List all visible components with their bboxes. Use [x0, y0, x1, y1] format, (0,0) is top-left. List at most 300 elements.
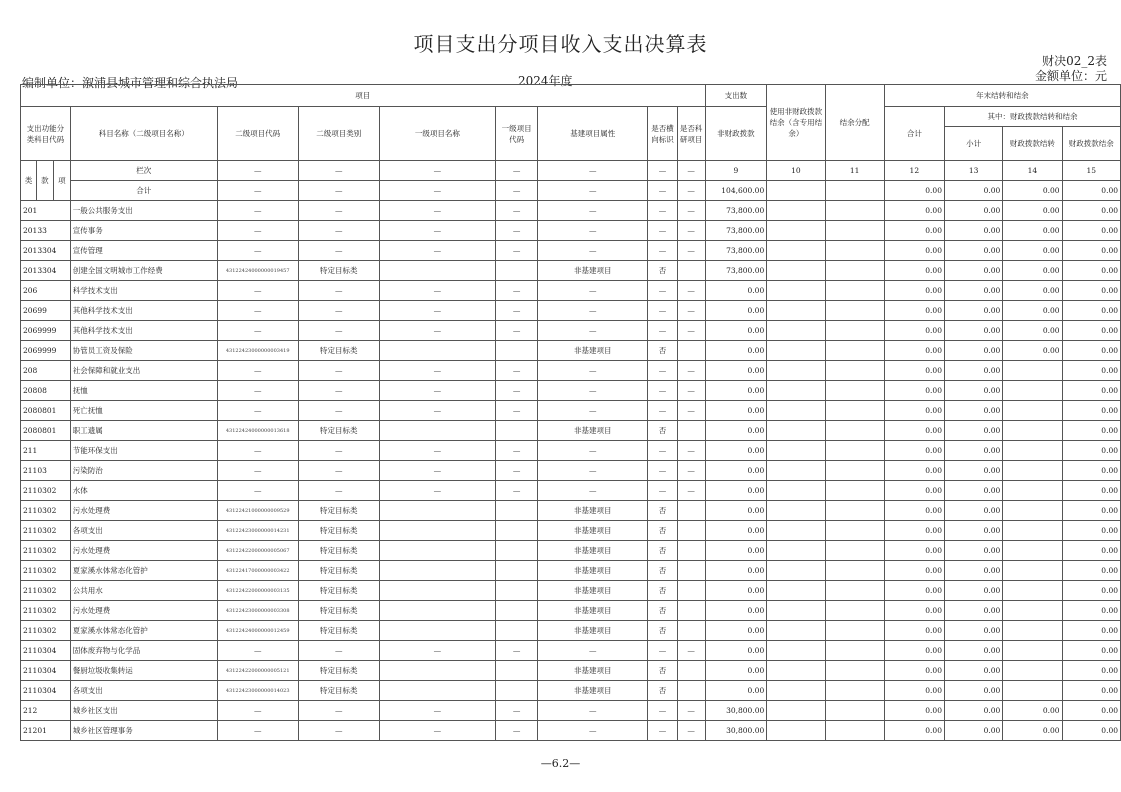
- table-row: [21, 441, 1121, 461]
- row-col15: 0.00: [1062, 381, 1120, 401]
- row-l1-name: [379, 541, 495, 561]
- row-col14: 0.00: [1003, 241, 1062, 261]
- row-infra: 非基建项目: [538, 421, 648, 441]
- dash: —: [677, 641, 705, 661]
- row-code: 20133: [21, 221, 71, 241]
- row-nonfiscal: 0.00: [705, 321, 767, 341]
- header-function-code: 支出功能分类科目代码: [21, 107, 71, 161]
- row-col13: 0.00: [944, 341, 1002, 361]
- table-row: [21, 241, 1121, 261]
- colnum-13: 13: [944, 161, 1002, 181]
- row-col14: [1003, 581, 1062, 601]
- row-horizontal: 否: [648, 561, 678, 581]
- dash: —: [538, 301, 648, 321]
- row-col12: 0.00: [884, 241, 944, 261]
- row-horizontal: 否: [648, 341, 678, 361]
- dash: —: [677, 161, 705, 181]
- dash: —: [379, 161, 495, 181]
- row-col12: 0.00: [884, 261, 944, 281]
- row-col13: 0.00: [944, 421, 1002, 441]
- dash: —: [379, 321, 495, 341]
- row-infra: 非基建项目: [538, 681, 648, 701]
- row-nonfiscal: 0.00: [705, 541, 767, 561]
- dash: —: [677, 201, 705, 221]
- row-col14: [1003, 621, 1062, 641]
- row-code: 2069999: [21, 321, 71, 341]
- row-col14: 0.00: [1003, 221, 1062, 241]
- table-row: [21, 661, 1121, 681]
- row-infra: 非基建项目: [538, 521, 648, 541]
- row-name: 死亡抚恤: [70, 401, 217, 421]
- row-col10: [767, 401, 825, 421]
- row-name: 节能环保支出: [70, 441, 217, 461]
- dash: —: [648, 401, 678, 421]
- row-research: [677, 541, 705, 561]
- row-col13: 0.00: [944, 481, 1002, 501]
- row-infra: 非基建项目: [538, 261, 648, 281]
- dash: —: [298, 481, 379, 501]
- row-col14: 0.00: [1003, 341, 1062, 361]
- row-col11: [825, 621, 884, 641]
- row-col15: 0.00: [1062, 401, 1120, 421]
- row-horizontal: 否: [648, 541, 678, 561]
- row-col12: 0.00: [884, 681, 944, 701]
- row-col11: [825, 721, 884, 741]
- row-nonfiscal: 0.00: [705, 301, 767, 321]
- row-code: 2110302: [21, 601, 71, 621]
- row-name: 抚恤: [70, 381, 217, 401]
- row-code: 2110302: [21, 541, 71, 561]
- row-name: 宣传事务: [70, 221, 217, 241]
- row-col11: [825, 321, 884, 341]
- row-name: 城乡社区管理事务: [70, 721, 217, 741]
- row-name: 科学技术支出: [70, 281, 217, 301]
- row-col13: 0.00: [944, 281, 1002, 301]
- dash: —: [495, 461, 537, 481]
- row-l1-code: [495, 421, 537, 441]
- header-project: 项目: [21, 85, 706, 107]
- dash: —: [217, 321, 298, 341]
- row-col11: [825, 401, 884, 421]
- row-col10: [767, 201, 825, 221]
- row-col14: [1003, 661, 1062, 681]
- row-col15: 0.00: [1062, 261, 1120, 281]
- row-name: 其他科学技术支出: [70, 301, 217, 321]
- dash: —: [648, 441, 678, 461]
- row-name: 其他科学技术支出: [70, 321, 217, 341]
- table-row: [21, 341, 1121, 361]
- dash: —: [298, 381, 379, 401]
- row-project-type: 特定目标类: [298, 421, 379, 441]
- total-nonfiscal: 104,600.00: [705, 181, 767, 201]
- row-col14: [1003, 401, 1062, 421]
- currency-unit: 金额单位：元: [1034, 69, 1107, 83]
- row-l1-name: [379, 621, 495, 641]
- row-project-code: 43122421000000009529: [217, 501, 298, 521]
- row-project-code: 43122423000000003308: [217, 601, 298, 621]
- row-infra: 非基建项目: [538, 621, 648, 641]
- row-project-code: 43122417000000003422: [217, 561, 298, 581]
- row-code: 201: [21, 201, 71, 221]
- row-col11: [825, 381, 884, 401]
- row-nonfiscal: 73,800.00: [705, 261, 767, 281]
- row-col10: [767, 221, 825, 241]
- dash: —: [648, 161, 678, 181]
- dash: —: [677, 321, 705, 341]
- row-code: 208: [21, 361, 71, 381]
- row-nonfiscal: 0.00: [705, 681, 767, 701]
- row-col13: 0.00: [944, 241, 1002, 261]
- dash: —: [298, 241, 379, 261]
- row-col13: 0.00: [944, 301, 1002, 321]
- row-code: 2110304: [21, 681, 71, 701]
- dash: —: [648, 461, 678, 481]
- dash: —: [298, 281, 379, 301]
- row-horizontal: 否: [648, 421, 678, 441]
- row-col10: [767, 481, 825, 501]
- row-code: 2013304: [21, 261, 71, 281]
- dash: —: [495, 701, 537, 721]
- dash: —: [538, 241, 648, 261]
- row-nonfiscal: 73,800.00: [705, 221, 767, 241]
- dash: —: [217, 181, 298, 201]
- row-col14: [1003, 481, 1062, 501]
- row-code: 2080801: [21, 401, 71, 421]
- row-col12: 0.00: [884, 221, 944, 241]
- dash: —: [379, 641, 495, 661]
- dash: —: [648, 641, 678, 661]
- table-row: [21, 681, 1121, 701]
- row-col14: [1003, 541, 1062, 561]
- row-col12: 0.00: [884, 601, 944, 621]
- dash: —: [379, 481, 495, 501]
- dash: —: [217, 201, 298, 221]
- table-row: [21, 481, 1121, 501]
- header-fiscal-balance: 其中：财政拨款结转和结余: [944, 107, 1120, 127]
- table-row: [21, 381, 1121, 401]
- total-col15: 0.00: [1062, 181, 1120, 201]
- row-project-type: 特定目标类: [298, 681, 379, 701]
- row-nonfiscal: 0.00: [705, 641, 767, 661]
- row-col11: [825, 261, 884, 281]
- row-nonfiscal: 0.00: [705, 481, 767, 501]
- row-nonfiscal: 0.00: [705, 361, 767, 381]
- row-l1-code: [495, 541, 537, 561]
- row-col12: 0.00: [884, 321, 944, 341]
- row-col15: 0.00: [1062, 501, 1120, 521]
- dash: —: [538, 641, 648, 661]
- header-use-nonfiscal: 使用非财政拨款结余（含专用结余）: [767, 85, 825, 161]
- row-project-code: 43122423000000014023: [217, 681, 298, 701]
- row-col12: 0.00: [884, 441, 944, 461]
- row-col10: [767, 381, 825, 401]
- row-col12: 0.00: [884, 341, 944, 361]
- row-name: 公共用水: [70, 581, 217, 601]
- dash: —: [677, 701, 705, 721]
- row-research: [677, 261, 705, 281]
- header-horizontal-flag: 是否横向标识: [648, 107, 678, 161]
- row-col10: [767, 241, 825, 261]
- dash: —: [648, 361, 678, 381]
- row-col12: 0.00: [884, 281, 944, 301]
- row-project-code: 43122424000000013618: [217, 421, 298, 441]
- row-col12: 0.00: [884, 561, 944, 581]
- header-research-flag: 是否科研项目: [677, 107, 705, 161]
- row-nonfiscal: 0.00: [705, 621, 767, 641]
- dash: —: [379, 461, 495, 481]
- row-col13: 0.00: [944, 521, 1002, 541]
- header-l1-name: 一级项目名称: [379, 107, 495, 161]
- row-nonfiscal: 0.00: [705, 501, 767, 521]
- row-col15: 0.00: [1062, 281, 1120, 301]
- table-row: [21, 541, 1121, 561]
- header-surplus-allocation: 结余分配: [825, 85, 884, 161]
- dash: —: [379, 381, 495, 401]
- row-research: [677, 601, 705, 621]
- colnum-10: 10: [767, 161, 825, 181]
- row-nonfiscal: 0.00: [705, 561, 767, 581]
- row-col12: 0.00: [884, 301, 944, 321]
- row-col15: 0.00: [1062, 701, 1120, 721]
- row-col11: [825, 221, 884, 241]
- row-col11: [825, 641, 884, 661]
- row-l1-code: [495, 581, 537, 601]
- row-name: 宣传管理: [70, 241, 217, 261]
- row-code: 2110302: [21, 521, 71, 541]
- row-code: 2013304: [21, 241, 71, 261]
- dash: —: [677, 181, 705, 201]
- row-col15: 0.00: [1062, 201, 1120, 221]
- dash: —: [298, 441, 379, 461]
- row-nonfiscal: 0.00: [705, 281, 767, 301]
- row-nonfiscal: 0.00: [705, 341, 767, 361]
- row-col11: [825, 601, 884, 621]
- table-row: [21, 701, 1121, 721]
- row-name: 协管员工资及保险: [70, 341, 217, 361]
- row-col10: [767, 721, 825, 741]
- row-code: 2110302: [21, 481, 71, 501]
- row-nonfiscal: 0.00: [705, 581, 767, 601]
- row-l1-code: [495, 681, 537, 701]
- row-nonfiscal: 30,800.00: [705, 701, 767, 721]
- dash: —: [538, 221, 648, 241]
- row-name: 一般公共服务支出: [70, 201, 217, 221]
- row-col13: 0.00: [944, 201, 1002, 221]
- row-col14: [1003, 681, 1062, 701]
- dash: —: [495, 241, 537, 261]
- row-col10: [767, 701, 825, 721]
- row-col15: 0.00: [1062, 361, 1120, 381]
- dash: —: [495, 281, 537, 301]
- row-col10: [767, 601, 825, 621]
- dash: —: [538, 481, 648, 501]
- table-row: [21, 301, 1121, 321]
- row-project-code: 43122423000000003419: [217, 341, 298, 361]
- row-col13: 0.00: [944, 221, 1002, 241]
- total-col14: 0.00: [1003, 181, 1062, 201]
- table-row: [21, 581, 1121, 601]
- row-col10: [767, 681, 825, 701]
- row-l1-name: [379, 421, 495, 441]
- row-col15: 0.00: [1062, 561, 1120, 581]
- row-project-code: 43122422000000003135: [217, 581, 298, 601]
- row-project-code: 43122424000000012459: [217, 621, 298, 641]
- row-project-code: 43122422000000005121: [217, 661, 298, 681]
- dash: —: [298, 721, 379, 741]
- row-col14: 0.00: [1003, 701, 1062, 721]
- row-col11: [825, 441, 884, 461]
- row-col14: 0.00: [1003, 721, 1062, 741]
- dash: —: [379, 401, 495, 421]
- row-horizontal: 否: [648, 261, 678, 281]
- dash: —: [298, 401, 379, 421]
- dash: —: [217, 241, 298, 261]
- total-col12: 0.00: [884, 181, 944, 201]
- row-nonfiscal: 0.00: [705, 521, 767, 541]
- dash: —: [538, 161, 648, 181]
- row-col15: 0.00: [1062, 681, 1120, 701]
- dash: —: [217, 481, 298, 501]
- row-l1-code: [495, 501, 537, 521]
- dash: —: [677, 241, 705, 261]
- total-col13: 0.00: [944, 181, 1002, 201]
- row-project-code: 43122422000000005067: [217, 541, 298, 561]
- total-col11: [825, 181, 884, 201]
- colnum-12: 12: [884, 161, 944, 181]
- row-col13: 0.00: [944, 361, 1002, 381]
- row-col13: 0.00: [944, 641, 1002, 661]
- row-nonfiscal: 0.00: [705, 441, 767, 461]
- row-col11: [825, 681, 884, 701]
- dash: —: [648, 481, 678, 501]
- row-research: [677, 561, 705, 581]
- row-col10: [767, 281, 825, 301]
- row-col15: 0.00: [1062, 301, 1120, 321]
- row-col14: [1003, 441, 1062, 461]
- dash: —: [298, 161, 379, 181]
- row-horizontal: 否: [648, 661, 678, 681]
- row-code: 2110302: [21, 561, 71, 581]
- row-nonfiscal: 0.00: [705, 401, 767, 421]
- row-horizontal: 否: [648, 581, 678, 601]
- row-code: 20808: [21, 381, 71, 401]
- header-l1-code: 一级项目代码: [495, 107, 537, 161]
- row-project-type: 特定目标类: [298, 261, 379, 281]
- row-code: 211: [21, 441, 71, 461]
- dash: —: [648, 701, 678, 721]
- dash: —: [677, 381, 705, 401]
- row-col13: 0.00: [944, 541, 1002, 561]
- row-col14: [1003, 521, 1062, 541]
- row-l1-name: [379, 561, 495, 581]
- row-col11: [825, 581, 884, 601]
- row-name: 城乡社区支出: [70, 701, 217, 721]
- row-col10: [767, 441, 825, 461]
- dash: —: [379, 221, 495, 241]
- row-col12: 0.00: [884, 381, 944, 401]
- row-l1-name: [379, 501, 495, 521]
- row-nonfiscal: 0.00: [705, 661, 767, 681]
- row-horizontal: 否: [648, 681, 678, 701]
- row-col10: [767, 661, 825, 681]
- row-col14: 0.00: [1003, 261, 1062, 281]
- row-name: 水体: [70, 481, 217, 501]
- row-code: 206: [21, 281, 71, 301]
- dash: —: [379, 361, 495, 381]
- row-l1-name: [379, 341, 495, 361]
- dash: —: [648, 181, 678, 201]
- dash: —: [298, 181, 379, 201]
- row-col12: 0.00: [884, 581, 944, 601]
- dash: —: [379, 241, 495, 261]
- row-name: 污水处理费: [70, 541, 217, 561]
- dash: —: [677, 721, 705, 741]
- row-col11: [825, 361, 884, 381]
- row-l1-name: [379, 261, 495, 281]
- row-col13: 0.00: [944, 701, 1002, 721]
- dash: —: [677, 301, 705, 321]
- row-research: [677, 501, 705, 521]
- row-code: 21103: [21, 461, 71, 481]
- header-kuan: 款: [36, 161, 53, 201]
- row-name: 创建全国文明城市工作经费: [70, 261, 217, 281]
- row-col12: 0.00: [884, 481, 944, 501]
- row-name: 污水处理费: [70, 601, 217, 621]
- row-col15: 0.00: [1062, 481, 1120, 501]
- row-col15: 0.00: [1062, 441, 1120, 461]
- header-infra-attr: 基建项目属性: [538, 107, 648, 161]
- row-col15: 0.00: [1062, 541, 1120, 561]
- row-col15: 0.00: [1062, 601, 1120, 621]
- row-col13: 0.00: [944, 581, 1002, 601]
- row-col10: [767, 521, 825, 541]
- row-col12: 0.00: [884, 461, 944, 481]
- dash: —: [538, 701, 648, 721]
- row-code: 2110302: [21, 501, 71, 521]
- dash: —: [677, 461, 705, 481]
- dash: —: [379, 281, 495, 301]
- dash: —: [495, 201, 537, 221]
- row-l1-code: [495, 621, 537, 641]
- row-infra: 非基建项目: [538, 581, 648, 601]
- row-infra: 非基建项目: [538, 341, 648, 361]
- row-col10: [767, 421, 825, 441]
- row-col12: 0.00: [884, 641, 944, 661]
- row-code: 2110304: [21, 661, 71, 681]
- row-col15: 0.00: [1062, 241, 1120, 261]
- row-col12: 0.00: [884, 501, 944, 521]
- row-code: 2080801: [21, 421, 71, 441]
- dash: —: [538, 181, 648, 201]
- header-subtotal: 小计: [944, 127, 1002, 161]
- row-project-code: 43122424000000019457: [217, 261, 298, 281]
- row-name: 餐厨垃圾收集转运: [70, 661, 217, 681]
- row-col13: 0.00: [944, 721, 1002, 741]
- row-code: 20699: [21, 301, 71, 321]
- header-year-end-balance: 年末结转和结余: [884, 85, 1120, 107]
- row-infra: 非基建项目: [538, 541, 648, 561]
- row-nonfiscal: 30,800.00: [705, 721, 767, 741]
- dash: —: [538, 321, 648, 341]
- row-col14: [1003, 461, 1062, 481]
- row-nonfiscal: 0.00: [705, 421, 767, 441]
- row-l1-name: [379, 521, 495, 541]
- colnum-15: 15: [1062, 161, 1120, 181]
- row-col15: 0.00: [1062, 461, 1120, 481]
- row-col10: [767, 321, 825, 341]
- organization: 编制单位：溆浦县城市管理和综合执法局: [22, 76, 239, 90]
- colnum-9: 9: [705, 161, 767, 181]
